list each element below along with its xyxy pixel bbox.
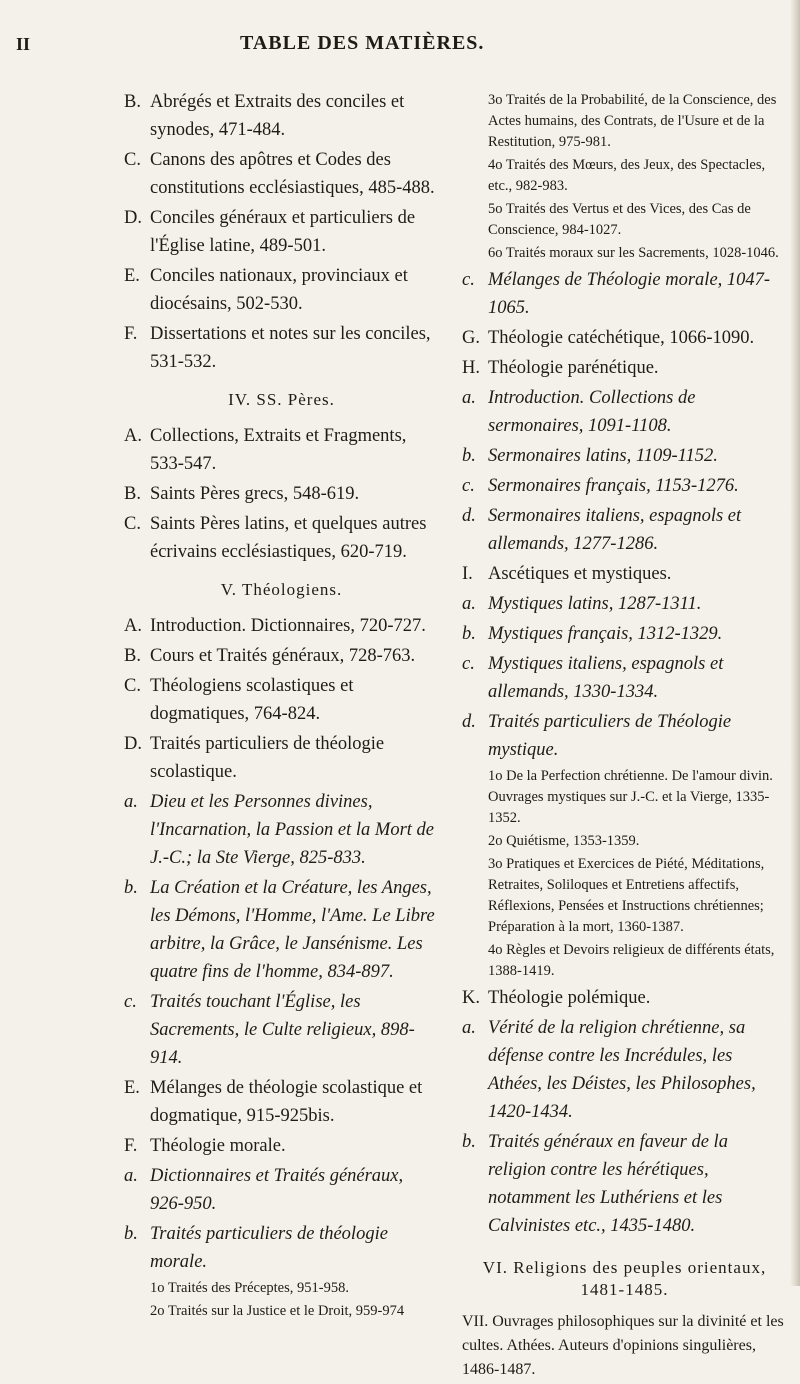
toc-subentry: d. Traités particuliers de Théologie mystique. — [462, 712, 732, 760]
toc-entry: E. Mélanges de théologie scolastique et dogmatique, 915-925bis. — [124, 1078, 423, 1126]
theologians-list — [124, 612, 439, 1322]
section-heading-vii: VII. Ouvrages philosophiques sur la divinité et les cultes. Athées. Auteurs d'opinions singulières, 1486-1487. — [462, 1313, 784, 1378]
toc-small-entry: 4o Règles et Devoirs religieux de différents états, 1388-1419. — [488, 942, 775, 979]
toc-entry: D. Traités particuliers de théologie scolastique. — [124, 734, 385, 782]
toc-entry: H. Théologie parénétique. — [462, 358, 659, 378]
toc-subentry: b. Sermonaires latins, 1109-1152. — [462, 446, 718, 466]
toc-entry: C. Canons des apôtres et Codes des constitutions ecclésiastiques, 485-488. — [124, 150, 435, 198]
toc-subentry: a. Vérité de la religion chrétienne, sa défense contre les Incrédules, les Athées, les Déistes, les Philosophes, 1420-1434. — [462, 1018, 756, 1122]
toc-subentry: c. Mélanges de Théologie morale, 1047-1065. — [462, 270, 771, 318]
toc-subentry: c. Sermonaires français, 1153-1276. — [462, 476, 739, 496]
page-edge-shadow — [790, 0, 800, 1286]
toc-entry: B. Saints Pères grecs, 548-619. — [124, 484, 360, 504]
toc-small-entry: 1o De la Perfection chrétienne. De l'amour divin. Ouvrages mystiques sur J.-C. et la Vierge, 1335-1352. — [488, 768, 773, 826]
toc-subentry: a. Mystiques latins, 1287-1311. — [462, 594, 702, 614]
toc-subentry: b. La Création et la Créature, les Anges, les Démons, l'Homme, l'Ame. Le Libre arbitre, la Grâce, le Jansénisme. Les quatre fins de l'homme, 834-897. — [124, 878, 435, 982]
toc-small-entry: 2o Traités sur la Justice et le Droit, 959-974 — [150, 1303, 405, 1319]
section-heading-v: V. Théologiens. — [220, 580, 343, 599]
councils-list — [124, 88, 439, 376]
section-heading-vi: VI. Religions des peuples orientaux, — [482, 1258, 767, 1277]
toc-entry: A. Introduction. Dictionnaires, 720-727. — [124, 616, 426, 636]
toc-subentry: a. Dictionnaires et Traités généraux, 926-950. — [124, 1166, 404, 1214]
toc-subentry: c. Mystiques italiens, espagnols et allemands, 1330-1334. — [462, 654, 724, 702]
toc-entry: E. Conciles nationaux, provinciaux et diocésains, 502-530. — [124, 266, 408, 314]
toc-subentry: a. Dieu et les Personnes divines, l'Incarnation, la Passion et la Mort de J.-C.; la Ste Vierge, 825-833. — [124, 792, 435, 868]
toc-small-entry: 1o Traités des Préceptes, 951-958. — [150, 1280, 349, 1296]
toc-entry: A. Collections, Extraits et Fragments, 533-547. — [124, 426, 407, 474]
toc-entry: F. Dissertations et notes sur les conciles, 531-532. — [124, 324, 431, 372]
section-heading-vi-range: 1481-1485. — [580, 1280, 669, 1299]
toc-subentry: b. Traités généraux en faveur de la religion contre les hérétiques, notamment les Luthériens et les Calvinistes etc., 1435-1480. — [462, 1132, 728, 1236]
toc-entry: I. Ascétiques et mystiques. — [462, 564, 672, 584]
right-column — [462, 88, 787, 1384]
toc-subentry: b. Mystiques français, 1312-1329. — [462, 624, 723, 644]
toc-small-entry: 3o Traités de la Probabilité, de la Conscience, des Actes humains, des Contrats, de l'Usure et de la Restitution, 975-981. — [488, 92, 777, 150]
toc-entry: C. Saints Pères latins, et quelques autres écrivains ecclésiastiques, 620-719. — [124, 514, 427, 562]
running-title: TABLE DES MATIÈRES. — [240, 32, 485, 54]
toc-entry: D. Conciles généraux et particuliers de l'Église latine, 489-501. — [124, 208, 416, 256]
toc-small-entry: 4o Traités des Mœurs, des Jeux, des Spectacles, etc., 982-983. — [488, 157, 766, 194]
page-number: II — [16, 34, 31, 54]
toc-entry: C. Théologiens scolastiques et dogmatiques, 764-824. — [124, 676, 354, 724]
fathers-list — [124, 422, 439, 566]
toc-subentry: a. Introduction. Collections de sermonaires, 1091-1108. — [462, 388, 696, 436]
section-heading-iv: IV. SS. Pères. — [228, 390, 335, 409]
toc-entry: B. Cours et Traités généraux, 728-763. — [124, 646, 416, 666]
page-header — [0, 24, 800, 64]
toc-entry: B. Abrégés et Extraits des conciles et synodes, 471-484. — [124, 92, 405, 140]
toc-small-entry: 2o Quiétisme, 1353-1359. — [488, 833, 640, 849]
toc-subentry: c. Traités touchant l'Église, les Sacrements, le Culte religieux, 898-914. — [124, 992, 415, 1068]
toc-small-entry: 6o Traités moraux sur les Sacrements, 1028-1046. — [488, 245, 779, 261]
toc-small-entry: 3o Pratiques et Exercices de Piété, Méditations, Retraites, Soliloques et Entretiens affectifs, Réflexions, Pensées et Instructions chrétiennes; Préparation à la mort, 1360-1387. — [488, 856, 765, 935]
toc-subentry: b. Traités particuliers de théologie morale. — [124, 1224, 388, 1272]
toc-entry: G. Théologie catéchétique, 1066-1090. — [462, 328, 755, 348]
toc-subentry: d. Sermonaires italiens, espagnols et allemands, 1277-1286. — [462, 506, 742, 554]
left-column — [124, 88, 439, 1324]
toc-small-entry: 5o Traités des Vertus et des Vices, des Cas de Conscience, 984-1027. — [488, 201, 751, 238]
toc-entry: F. Théologie morale. — [124, 1136, 286, 1156]
toc-entry: K. Théologie polémique. — [462, 988, 651, 1008]
